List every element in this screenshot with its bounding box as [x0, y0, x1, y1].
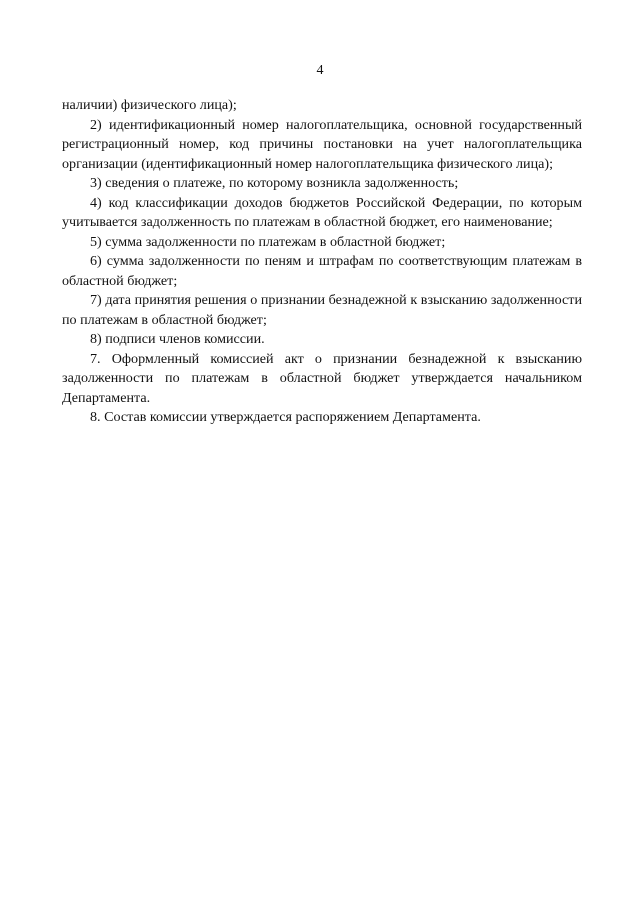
page-number: 4 [316, 63, 324, 78]
paragraph-continuation: наличии) физического лица); [62, 97, 237, 113]
clause-7-act-approval: 7. Оформленный комиссией акт о признании безнадежной к взысканию задолженности по платежам в областной бюджет утверждается начальником Департамента. [62, 350, 582, 406]
list-item-tax-id: 2) идентификационный номер налогоплательщика, основной государственный регистрационный номер, код причины постановки на учет налогоплательщика организации (идентификационный номер налогоплательщика физического лица); [62, 116, 582, 172]
document-body [62, 96, 582, 428]
list-item-payment-info: 3) сведения о платеже, по которому возникла задолженность; [90, 175, 459, 191]
list-item-signatures: 8) подписи членов комиссии. [90, 331, 265, 347]
list-item-penalties-amount: 6) сумма задолженности по пеням и штрафам по соответствующим платежам в областной бюджет; [62, 253, 582, 289]
list-item-income-code: 4) код классификации доходов бюджетов Российской Федерации, по которым учитывается задолженность по платежам в областной бюджет, его наименование; [62, 194, 582, 230]
list-item-debt-amount: 5) сумма задолженности по платежам в областной бюджет; [90, 233, 446, 250]
clause-8-commission-composition: 8. Состав комиссии утверждается распоряжением Департамента. [90, 409, 481, 425]
list-item-decision-date: 7) дата принятия решения о признании безнадежной к взысканию задолженности по платежам в областной бюджет; [62, 292, 582, 328]
